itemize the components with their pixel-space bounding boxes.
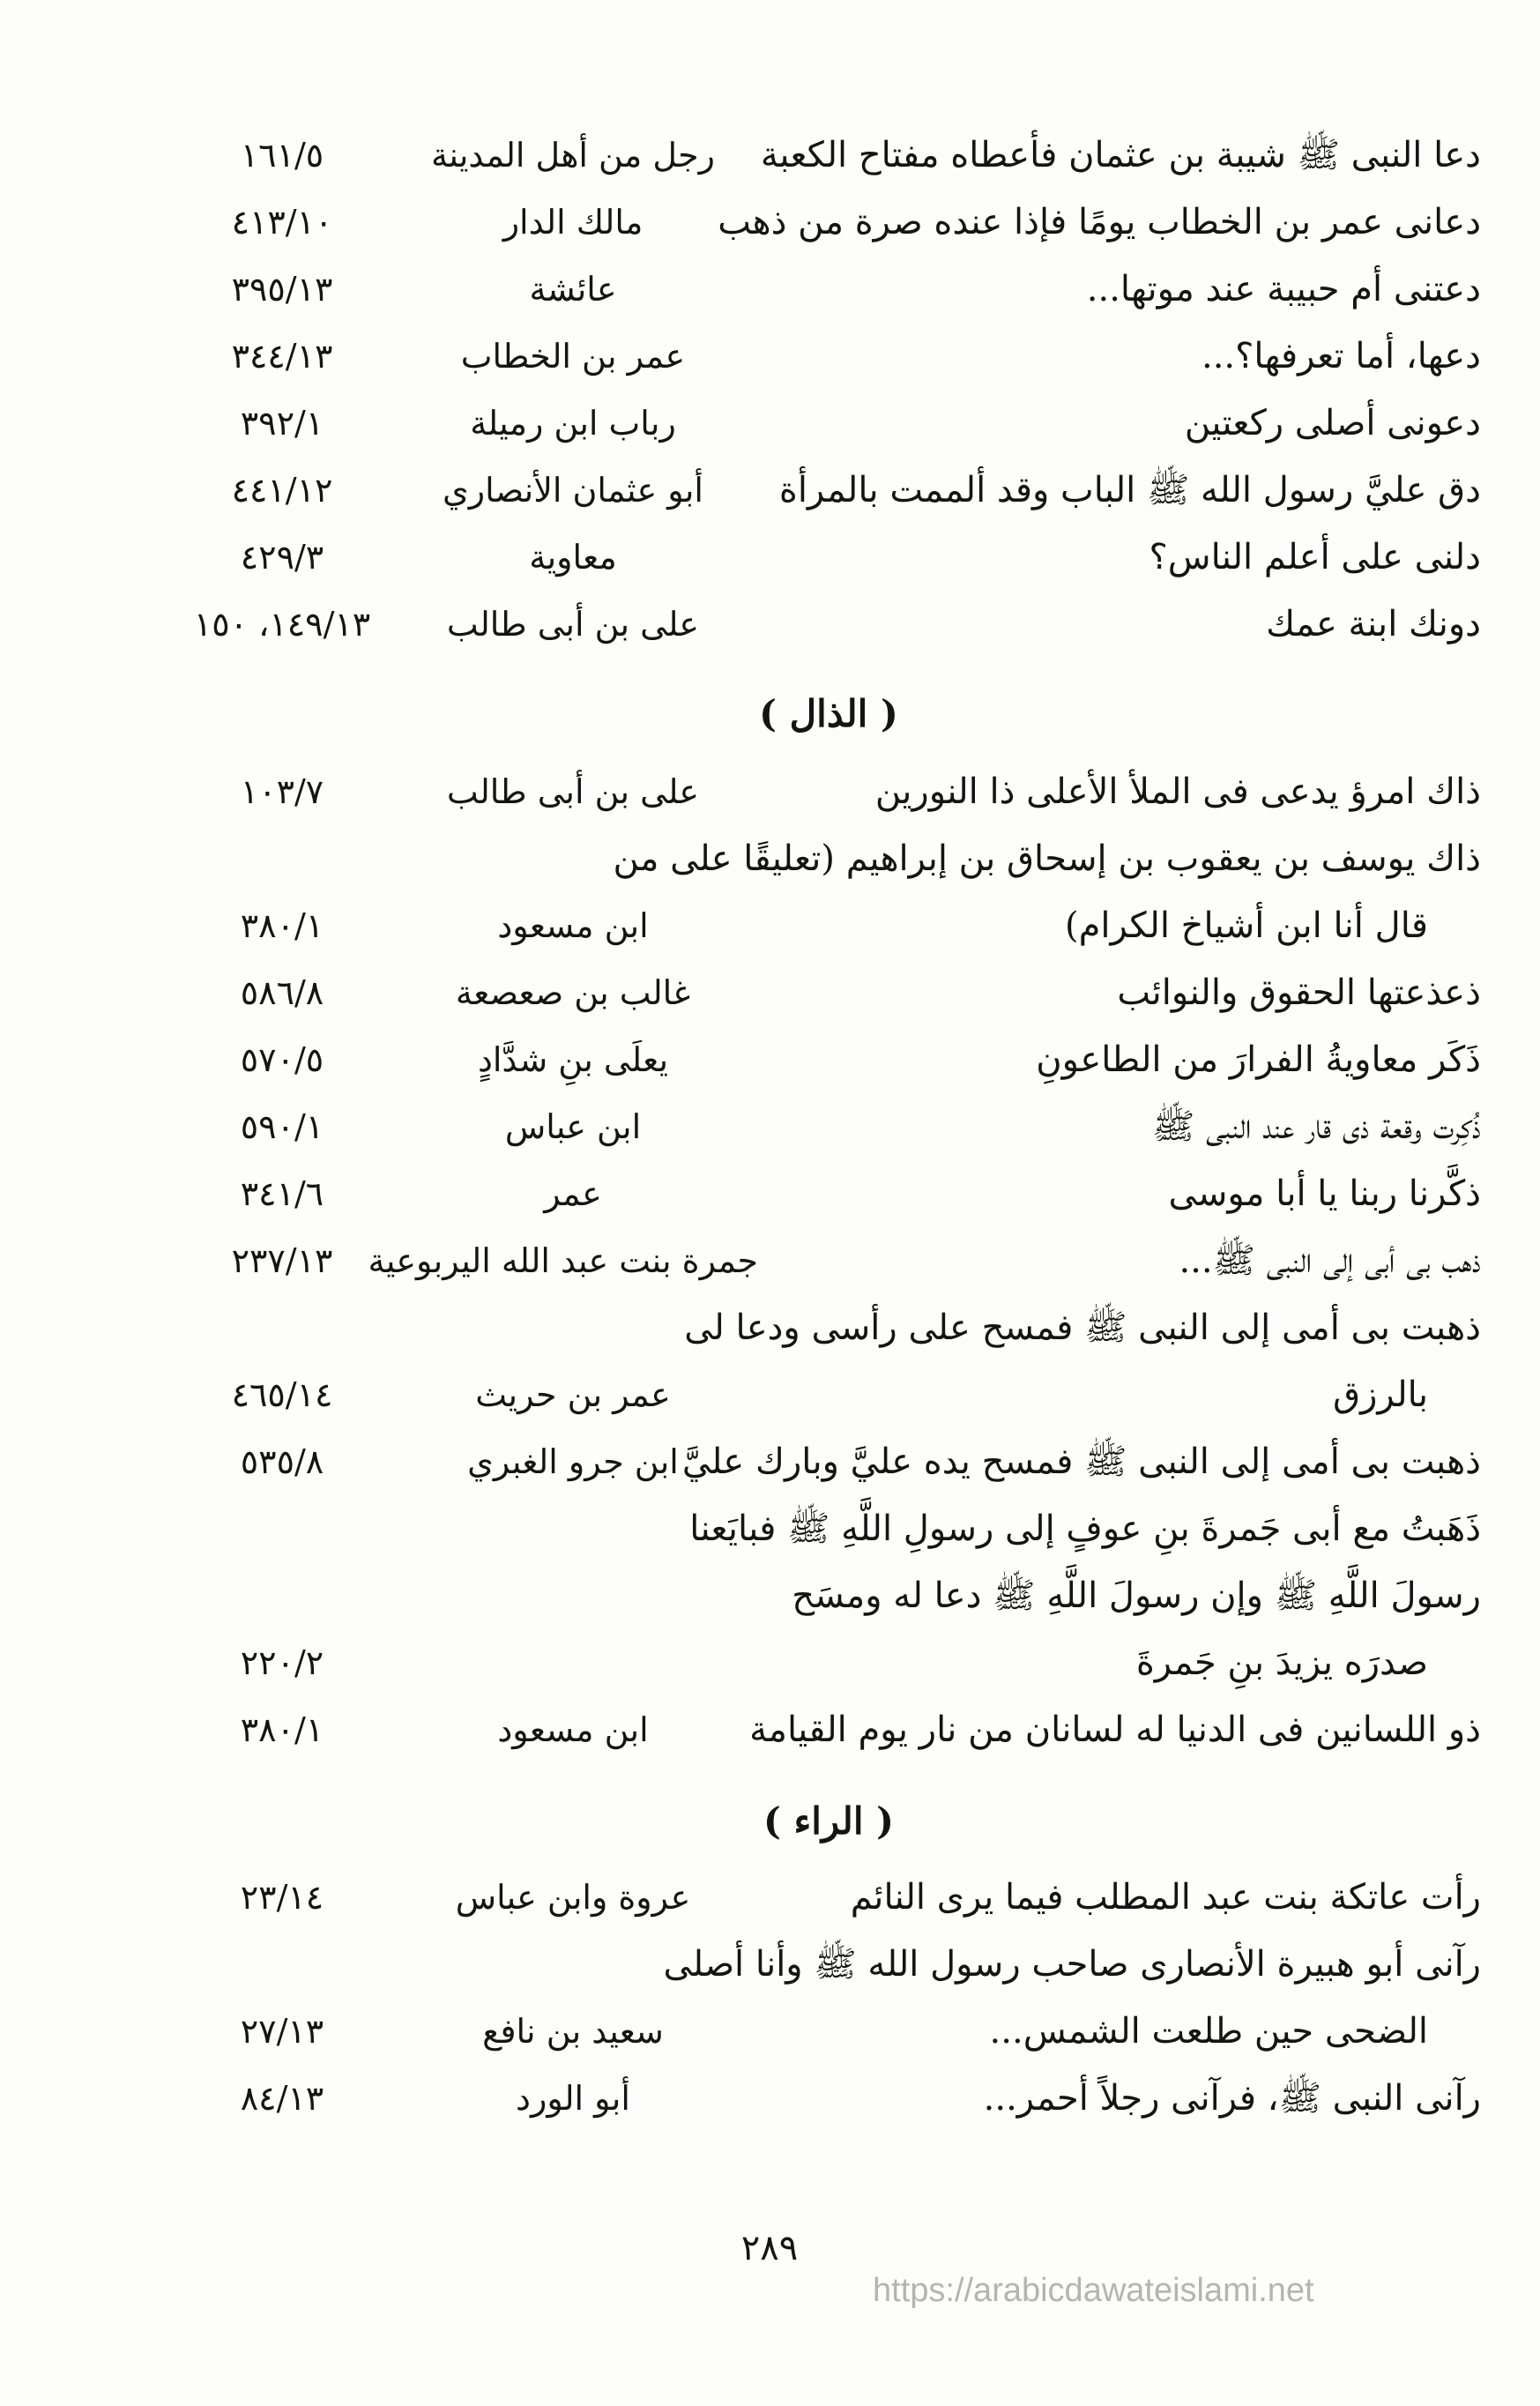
- entry-reference: ١٠٣/٧: [240, 772, 324, 811]
- entry-narrator: على بن أبى طالب: [446, 772, 700, 811]
- entry-row: [176, 1294, 1481, 1361]
- entry-phrase: ذكَّرنا ربنا يا أبا موسى: [1168, 1173, 1481, 1214]
- entry-reference: ٣٤٤/١٣: [231, 337, 333, 376]
- entry-reference: ٨٤/١٣: [240, 2079, 324, 2118]
- entry-phrase: ذَهَبتُ مع أبى جَمرةَ بنِ عوفٍ إلى رسولِ اللَّهِ ﷺ فبايَعنا: [689, 1508, 1481, 1549]
- entry-phrase: ذهبت بى أمى إلى النبى ﷺ فمسح على رأسى ودعا لى: [684, 1307, 1481, 1348]
- entry-phrase: ذاك يوسف بن يعقوب بن إسحاق بن إبراهيم (تعليقًا على من: [613, 838, 1481, 879]
- entry-phrase: صدرَه يزيدَ بنِ جَمرةَ: [1135, 1642, 1428, 1683]
- entry-narrator: يعلَى بنِ شدَّادٍ: [477, 1040, 669, 1079]
- entry-phrase: ذعذعتها الحقوق والنوائب: [1117, 972, 1481, 1013]
- entry-phrase: ذاك امرؤ يدعى فى الملأ الأعلى ذا النورين: [874, 771, 1481, 812]
- entry-row: [176, 122, 1481, 189]
- entry-row: [176, 1361, 1481, 1428]
- entry-row: [176, 1495, 1481, 1562]
- entry-narrator: غالب بن صعصعة: [455, 973, 691, 1012]
- entry-row: [176, 1629, 1481, 1696]
- entry-phrase: دعا النبى ﷺ شيبة بن عثمان فأعطاه مفتاح الكعبة: [760, 135, 1481, 175]
- entry-phrase: دونك ابنة عمك: [1266, 604, 1481, 644]
- entry-reference: ١٤٩/١٣، ١٥٠: [193, 605, 371, 644]
- entry-reference: ٣٨٠/١: [240, 1710, 324, 1749]
- entry-row: [176, 1160, 1481, 1227]
- entry-row: [176, 1696, 1481, 1763]
- entry-row: [176, 1864, 1481, 1931]
- entry-row: [176, 1093, 1481, 1160]
- entry-phrase: رسولَ اللَّهِ ﷺ وإن رسولَ اللَّهِ ﷺ دعا له ومسَح: [792, 1575, 1481, 1616]
- entry-row: [176, 323, 1481, 390]
- watermark-url: https://arabicdawateislami.net: [873, 2272, 1314, 2309]
- entry-reference: ٤٦٥/١٤: [231, 1375, 333, 1414]
- entry-narrator: ابن جرو الغبري: [467, 1442, 679, 1481]
- section-heading-dhal: ( الذال ): [759, 692, 898, 735]
- entry-narrator: ابن مسعود: [497, 906, 649, 945]
- entry-phrase: رآنى أبو هبيرة الأنصارى صاحب رسول الله ﷺ وأنا أصلى: [663, 1944, 1481, 1985]
- entry-narrator: مالك الدار: [502, 203, 644, 242]
- entry-row: [176, 591, 1481, 658]
- entry-reference: ٥٧٠/٥: [240, 1040, 324, 1079]
- entry-narrator: عمر بن حريث: [475, 1375, 671, 1414]
- entry-phrase: قال أنا ابن أشياخ الكرام): [1064, 905, 1428, 946]
- entry-row: [176, 1562, 1481, 1629]
- entry-phrase: دلنى على أعلم الناس؟: [1149, 537, 1481, 577]
- entry-reference: ٢٣/١٤: [240, 1878, 324, 1917]
- entry-row: [176, 390, 1481, 457]
- entry-row: [176, 1428, 1481, 1495]
- entry-narrator: سعيد بن نافع: [482, 2012, 664, 2051]
- entry-row: [176, 189, 1481, 256]
- entry-narrator: جمرة بنت عبد الله اليربوعية: [368, 1241, 758, 1280]
- entry-row: [176, 1998, 1481, 2065]
- entry-reference: ٥٣٥/٨: [240, 1442, 324, 1481]
- page-number: ٢٨٩: [740, 2228, 799, 2268]
- entry-reference: ٣٩٥/١٣: [231, 270, 333, 309]
- section-heading-ra: ( الراء ): [763, 1799, 895, 1843]
- entry-reference: ٣٩٢/١: [240, 404, 324, 443]
- entry-phrase: دعتنى أم حبيبة عند موتها...: [1086, 269, 1481, 309]
- entry-row: [176, 2065, 1481, 2132]
- entry-row: [176, 457, 1481, 524]
- entry-narrator: ابن عباس: [504, 1107, 642, 1146]
- entry-phrase: ذو اللسانين فى الدنيا له لسانان من نار يوم القيامة: [749, 1710, 1481, 1750]
- entry-narrator: على بن أبى طالب: [446, 605, 700, 644]
- entry-narrator: أبو عثمان الأنصاري: [443, 471, 703, 510]
- entry-phrase: دعانى عمر بن الخطاب يومًا فإذا عنده صرة من ذهب: [718, 202, 1481, 242]
- entry-reference: ٢٣٧/١٣: [231, 1241, 333, 1280]
- entry-row: [176, 892, 1481, 959]
- entry-narrator: عمر بن الخطاب: [460, 337, 686, 376]
- entry-narrator: معاوية: [529, 538, 617, 577]
- entry-narrator: عمر: [544, 1174, 602, 1213]
- entry-reference: ٢٧/١٣: [240, 2012, 324, 2051]
- entry-reference: ٤٢٩/٣: [240, 538, 324, 577]
- entry-row: [176, 1227, 1481, 1294]
- entry-row: [176, 256, 1481, 323]
- entry-phrase: ذَكَر معاويةُ الفرارَ من الطاعونِ: [1036, 1039, 1481, 1080]
- entry-row: [176, 825, 1481, 892]
- entry-reference: ٣٨٠/١: [240, 906, 324, 945]
- entry-reference: ٢٢٠/٢: [240, 1643, 324, 1682]
- entry-phrase: دعونى أصلى ركعتين: [1184, 403, 1481, 443]
- entry-reference: ٤٤١/١٢: [231, 471, 333, 510]
- entry-narrator: عائشة: [529, 270, 617, 309]
- entry-row: [176, 959, 1481, 1026]
- entry-narrator: رجل من أهل المدينة: [431, 136, 715, 175]
- entry-narrator: أبو الورد: [516, 2079, 630, 2118]
- entry-reference: ٣٤١/٦: [240, 1174, 324, 1213]
- entry-row: [176, 524, 1481, 591]
- entry-reference: ٤١٣/١٠: [231, 203, 333, 242]
- entry-reference: ٥٨٦/٨: [240, 973, 324, 1012]
- entry-narrator: ابن مسعود: [497, 1710, 649, 1749]
- entry-phrase: دعها، أما تعرفها؟...: [1201, 336, 1481, 376]
- entry-reference: ١٦١/٥: [240, 136, 324, 175]
- entry-phrase: ذُكِرت وقعة ذى قار عند النبى ﷺ: [1151, 1106, 1481, 1147]
- entry-row: [176, 758, 1481, 825]
- entry-phrase: الضحى حين طلعت الشمس...: [989, 2011, 1428, 2052]
- entry-phrase: بالرزق: [1333, 1374, 1428, 1415]
- entry-phrase: ذهب بى أبى إلى النبى ﷺ...: [1179, 1240, 1481, 1281]
- entry-phrase: ذهبت بى أمى إلى النبى ﷺ فمسح يده عليَّ وبارك عليَّ: [681, 1441, 1481, 1482]
- entry-phrase: رآنى النبى ﷺ، فرآنى رجلاً أحمر...: [983, 2078, 1481, 2119]
- entry-row: [176, 1931, 1481, 1998]
- entry-narrator: عروة وابن عباس: [455, 1878, 691, 1917]
- entry-narrator: رباب ابن رميلة: [470, 404, 676, 443]
- entry-row: [176, 1026, 1481, 1093]
- entry-phrase: رأت عاتكة بنت عبد المطلب فيما يرى النائم: [850, 1877, 1481, 1918]
- entry-reference: ٥٩٠/١: [240, 1107, 324, 1146]
- entry-phrase: دق عليَّ رسول الله ﷺ الباب وقد ألممت بالمرأة: [778, 470, 1481, 510]
